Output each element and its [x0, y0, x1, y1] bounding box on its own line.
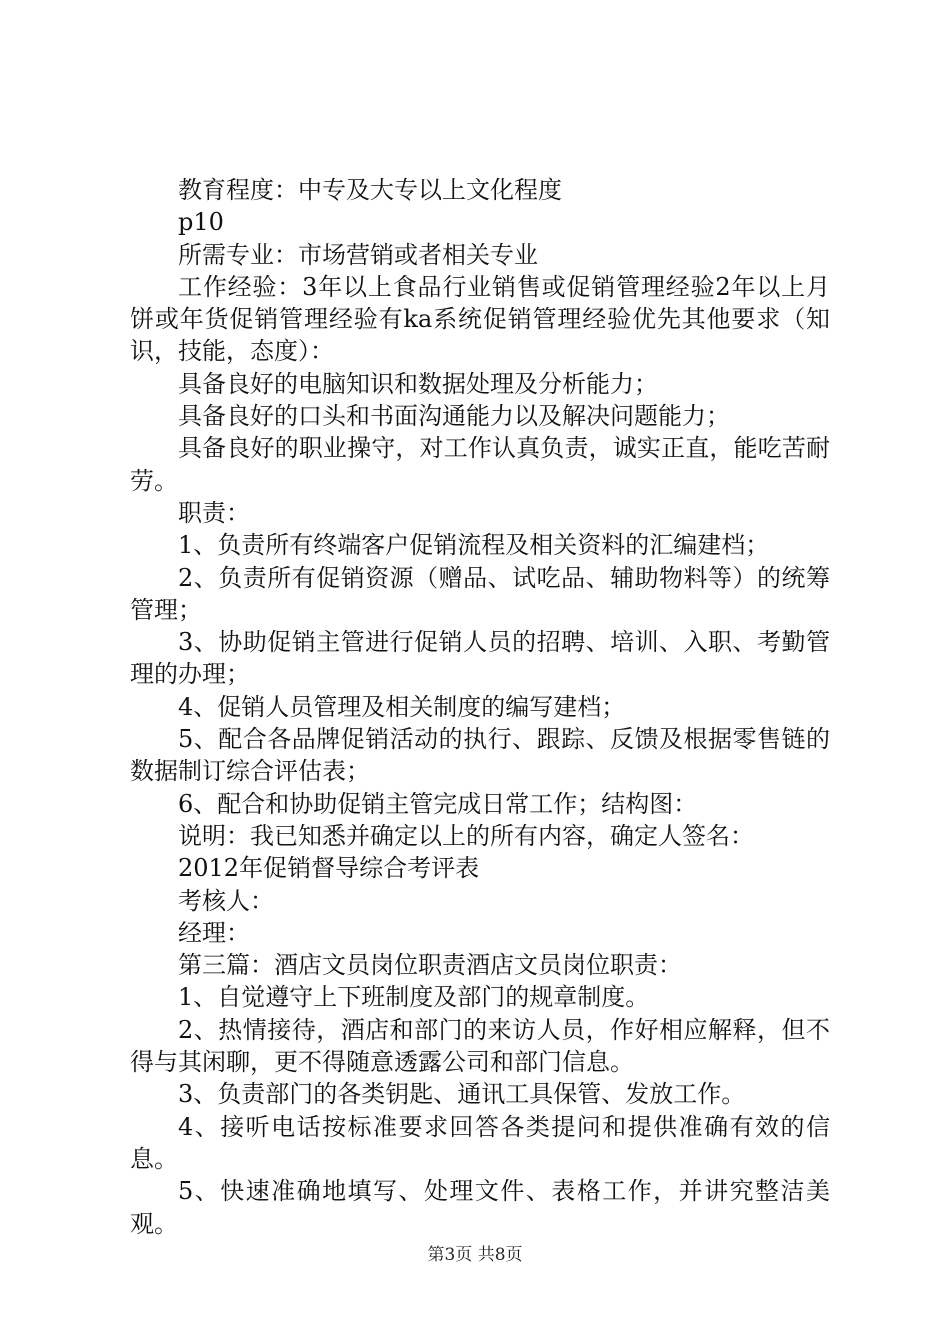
paragraph-clerk-duty-1: 1、自觉遵守上下班制度及部门的规章制度。: [178, 983, 650, 1012]
paragraph-duty-5: 5、配合各品牌促销活动的执行、跟踪、反馈及根据零售链的数据制订综合评估表；: [130, 725, 830, 786]
paragraph-computer-skills: 具备良好的电脑知识和数据处理及分析能力；: [178, 369, 658, 398]
paragraph-duty-4: 4、促销人员管理及相关制度的编写建档；: [178, 692, 626, 721]
document-body: [130, 174, 830, 1240]
paragraph-manager: 经理：: [178, 918, 250, 947]
paragraph-duty-3: 3、协助促销主管进行促销人员的招聘、培训、入职、考勤管理的办理；: [130, 628, 830, 689]
paragraph-communication-skills: 具备良好的口头和书面沟通能力以及解决问题能力；: [178, 402, 730, 431]
paragraph-confirmation: 说明：我已知悉并确定以上的所有内容，确定人签名：: [178, 821, 754, 850]
paragraph-professional-ethics: 具备良好的职业操守，对工作认真负责，诚实正直，能吃苦耐劳。: [130, 434, 830, 495]
paragraph-duty-1: 1、负责所有终端客户促销流程及相关资料的汇编建档；: [178, 531, 770, 560]
paragraph-duties-heading: 职责：: [178, 498, 250, 527]
paragraph-section-three-heading: 第三篇：酒店文员岗位职责酒店文员岗位职责：: [178, 951, 682, 980]
paragraph-education: 教育程度：中专及大专以上文化程度: [178, 176, 562, 204]
paragraph-duty-2: 2、负责所有促销资源（赠品、试吃品、辅助物料等）的统筹管理；: [130, 563, 830, 624]
paragraph-clerk-duty-4: 4、接听电话按标准要求回答各类提问和提供准确有效的信息。: [130, 1112, 830, 1173]
paragraph-duty-6: 6、配合和协助促销主管完成日常工作；结构图：: [178, 789, 698, 818]
paragraph-experience: 工作经验：3年以上食品行业销售或促销管理经验2年以上月饼或年货促销管理经验有ka系统促销管理经验优先其他要求（知识，技能，态度）：: [130, 272, 830, 366]
paragraph-p10: p10: [178, 208, 224, 237]
paragraph-clerk-duty-5: 5、快速准确地填写、处理文件、表格工作，并讲究整洁美观。: [130, 1177, 830, 1238]
paragraph-assessor: 考核人：: [178, 886, 274, 915]
paragraph-clerk-duty-3: 3、负责部门的各类钥匙、通讯工具保管、发放工作。: [178, 1080, 746, 1109]
paragraph-clerk-duty-2: 2、热情接待，酒店和部门的来访人员，作好相应解释，但不得与其闲聊，更不得随意透露公司和部门信息。: [130, 1015, 830, 1077]
paragraph-evaluation-form-title: 2012年促销督导综合考评表: [178, 854, 480, 883]
page-footer: 第3页 共8页: [427, 1245, 523, 1265]
paragraph-major: 所需专业：市场营销或者相关专业: [178, 240, 538, 269]
